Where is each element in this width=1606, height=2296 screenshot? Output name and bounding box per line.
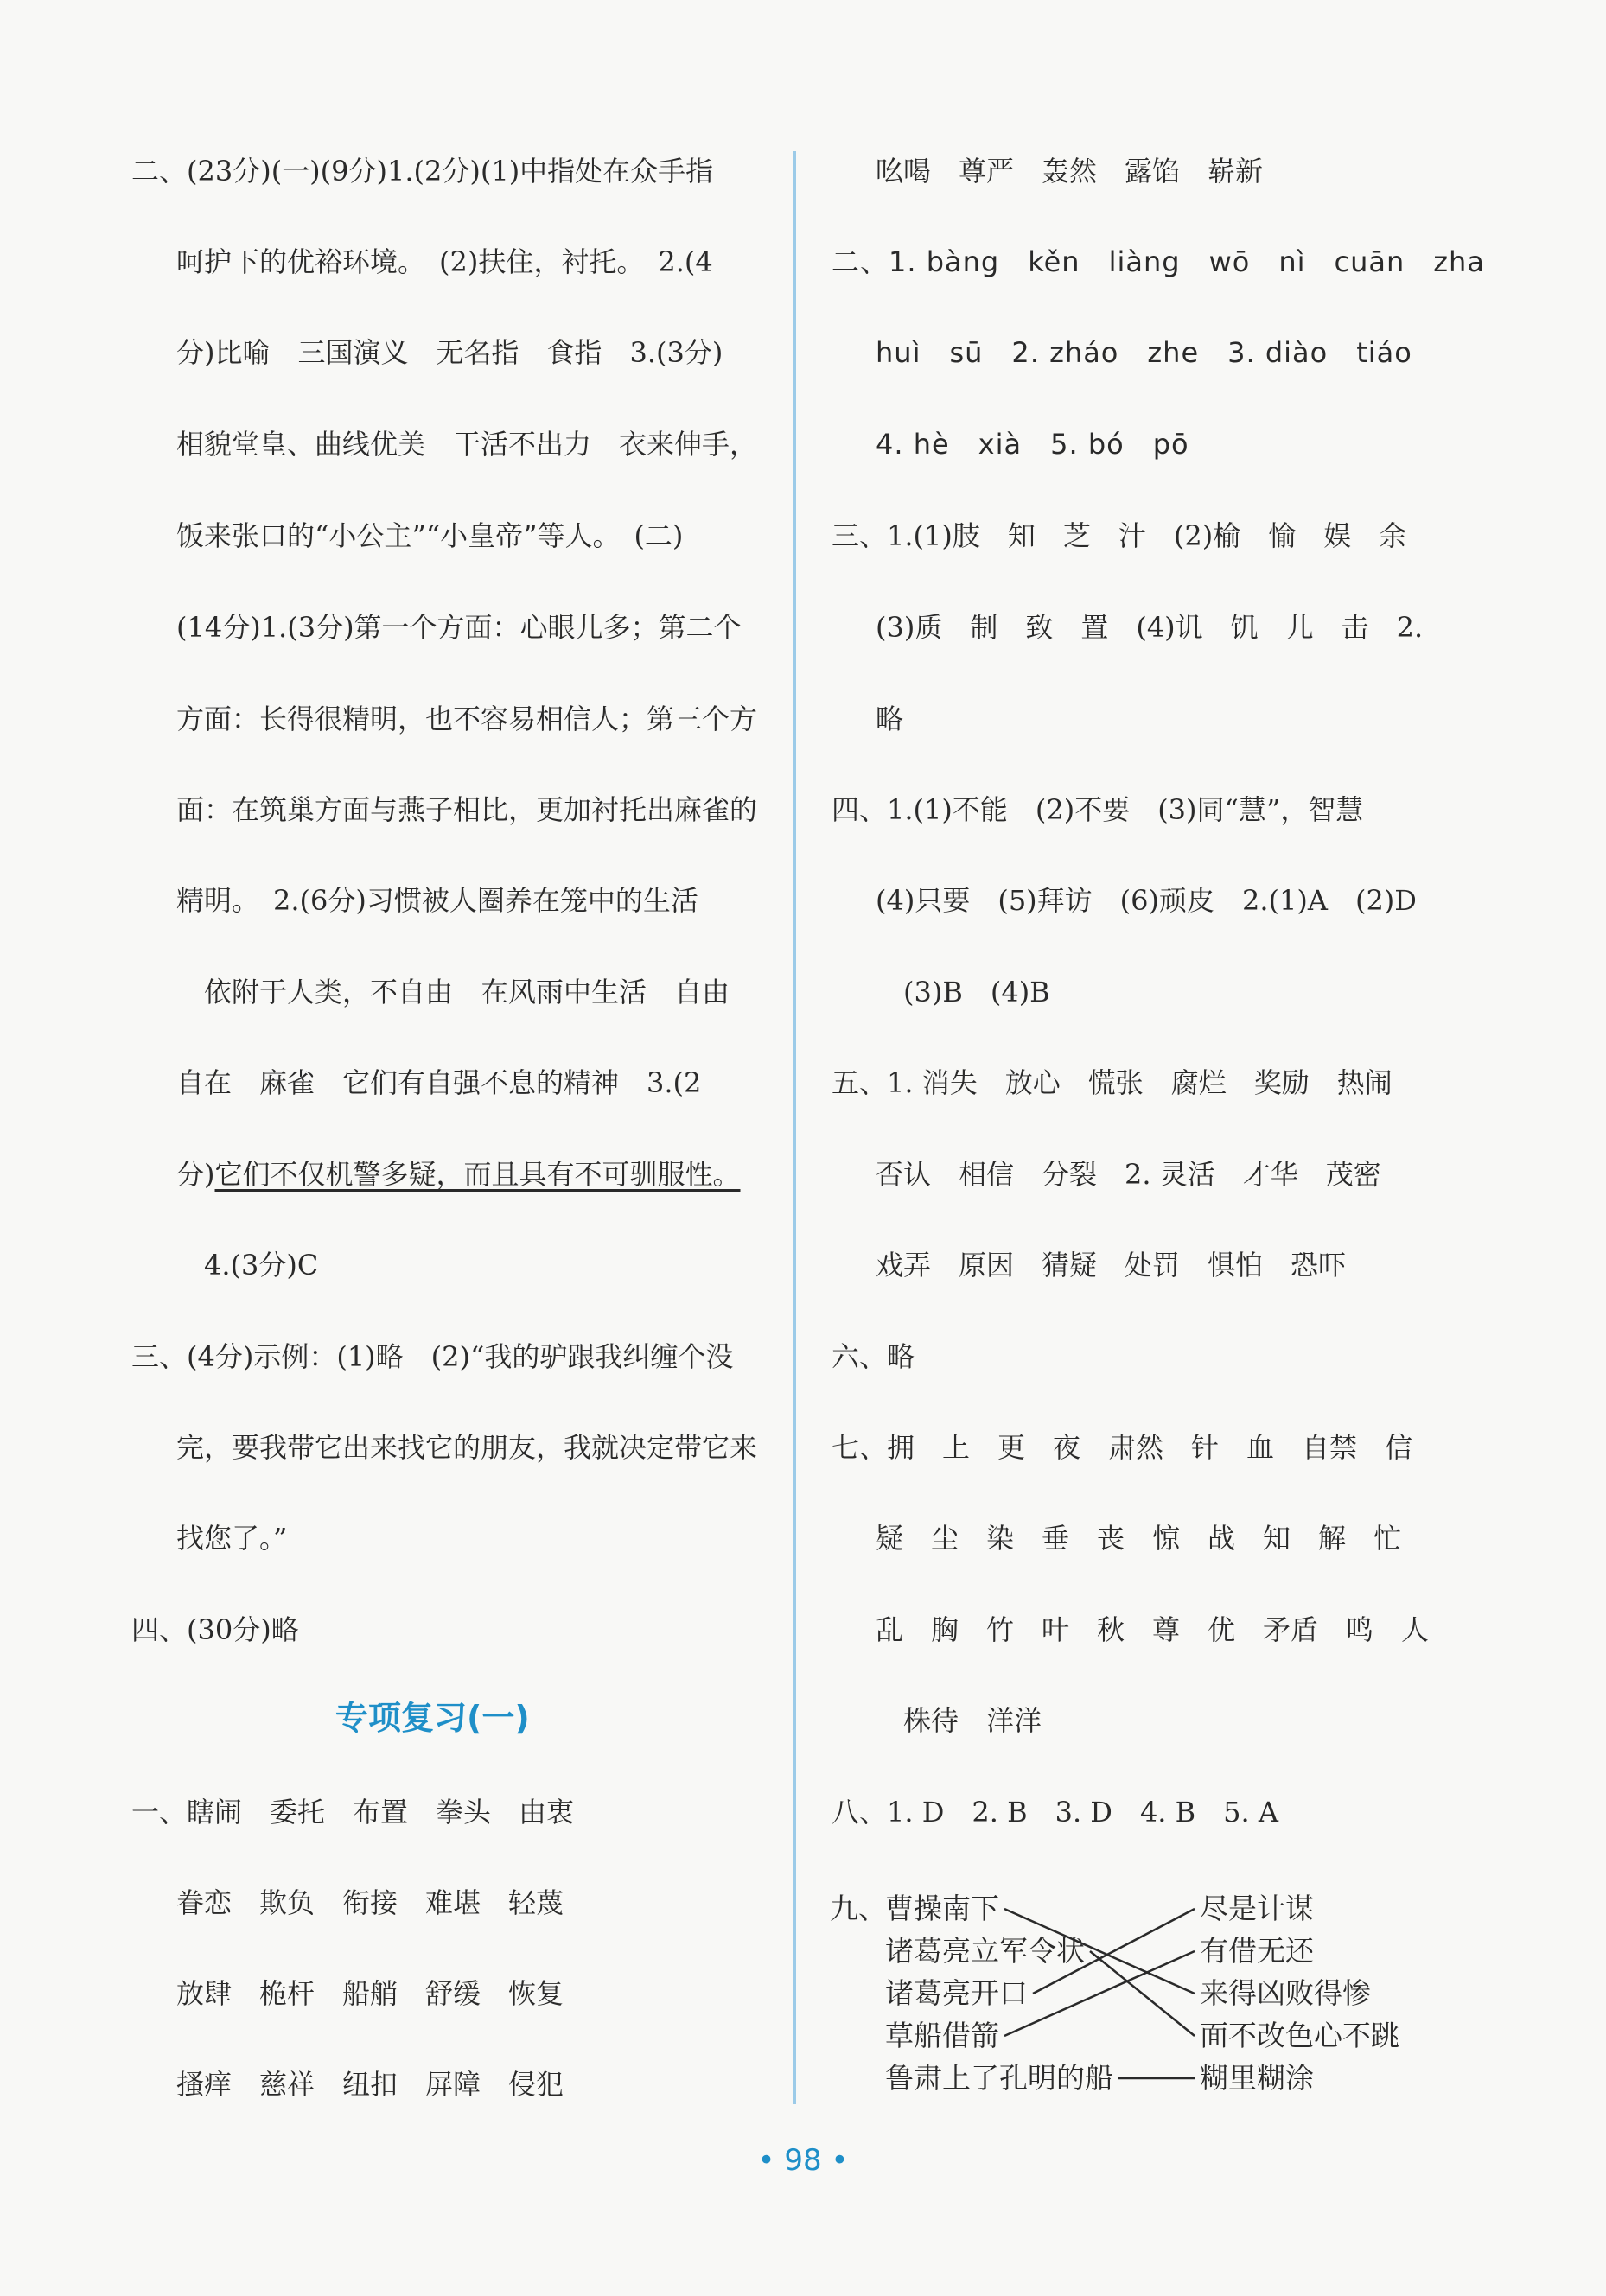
right-line-8: 四、1.(1)不能 (2)不要 (3)同“慧”，智慧 [832, 793, 1364, 826]
right-line-12: 否认 相信 分裂 2. 灵活 才华 茂密 [876, 1158, 1381, 1191]
left-line-16: 找您了。” [176, 1522, 288, 1555]
left-line-5: 饭来张口的“小公主”“小皇帝”等人。 (二) [176, 519, 684, 552]
right-line-1: 吆喝 尊严 轰然 露馅 崭新 [876, 155, 1264, 188]
left-line-13: 4.(3分)C [204, 1249, 319, 1282]
vocab-line-1: 一、瞎闹 委托 布置 拳头 由衷 [131, 1796, 575, 1829]
right-line-3: huì sū 2. zháo zhe 3. diào tiáo [876, 336, 1412, 369]
vocab-line-4: 搔痒 慈祥 纽扣 屏障 侵犯 [176, 2068, 564, 2101]
right-line-14: 六、略 [832, 1340, 915, 1373]
left-line-3: 分)比喻 三国演义 无名指 食指 3.(3分) [176, 336, 723, 369]
right-line-18: 株待 洋洋 [903, 1704, 1042, 1737]
match-right-4: 面不改色心不跳 [1200, 2019, 1399, 2052]
left-line-7: 方面：长得很精明，也不容易相信人；第三个方 [176, 703, 758, 735]
left-line-10: 依附于人类，不自由 在风雨中生活 自由 [204, 976, 730, 1008]
matching-label: 九、 [830, 1892, 887, 1925]
left-line-6: (14分)1.(3分)第一个方面：心眼儿多；第二个 [176, 611, 742, 644]
column-divider [793, 151, 796, 2104]
match-left-1: 曹操南下 [885, 1892, 999, 1925]
right-line-15: 七、拥 上 更 夜 肃然 针 血 自禁 信 [832, 1431, 1413, 1464]
right-line-10: (3)B (4)B [903, 976, 1050, 1008]
left-line-9: 精明。 2.(6分)习惯被人圈养在笼中的生活 [176, 884, 698, 917]
match-connector-2 [1090, 1951, 1195, 2036]
underlined-answer: 它们不仅机警多疑，而且具有不可驯服性。 [214, 1158, 741, 1191]
left-line-2: 呵护下的优裕环境。 (2)扶住，衬托。 2.(4 [176, 245, 713, 278]
match-right-5: 糊里糊涂 [1200, 2061, 1314, 2095]
match-left-3: 诸葛亮开口 [885, 1976, 1028, 2010]
match-left-2: 诸葛亮立军令状 [885, 1934, 1085, 1968]
match-right-3: 来得凶败得惨 [1200, 1976, 1371, 2010]
matching-exercise [830, 1888, 1487, 2113]
left-line-17: 四、(30分)略 [131, 1613, 299, 1646]
left-line-11: 自在 麻雀 它们有自强不息的精神 3.(2 [176, 1066, 702, 1099]
match-left-4: 草船借箭 [885, 2019, 999, 2052]
match-right-2: 有借无还 [1200, 1934, 1314, 1968]
right-line-16: 疑 尘 染 垂 丧 惊 战 知 解 忙 [876, 1522, 1402, 1555]
left-line-15: 完，要我带它出来找它的朋友，我就决定带它来 [176, 1431, 758, 1464]
left-line-1: 二、(23分)(一)(9分)1.(2分)(1)中指处在众手指 [131, 155, 714, 188]
right-line-6: (3)质 制 致 置 (4)讥 饥 儿 击 2. [876, 611, 1424, 644]
match-left-5: 鲁肃上了孔明的船 [885, 2061, 1113, 2095]
right-line-4: 4. hè xià 5. bó pō [876, 428, 1189, 461]
right-line-7: 略 [876, 703, 904, 735]
vocab-line-2: 眷恋 欺负 衔接 难堪 轻蔑 [176, 1886, 564, 1919]
right-line-13: 戏弄 原因 猜疑 处罚 惧怕 恐吓 [876, 1249, 1347, 1282]
right-line-5: 三、1.(1)肢 知 芝 汁 (2)榆 愉 娱 余 [832, 519, 1407, 552]
left-line-4: 相貌堂皇、曲线优美 干活不出力 衣来伸手， [176, 428, 758, 461]
left-line-12 [176, 1157, 741, 1192]
left-line-14: 三、(4分)示例：(1)略 (2)“我的驴跟我纠缠个没 [131, 1340, 734, 1373]
right-line-19: 八、1. D 2. B 3. D 4. B 5. A [832, 1796, 1278, 1829]
vocab-line-3: 放肆 桅杆 船艄 舒缓 恢复 [176, 1977, 564, 2010]
section-title: 专项复习(一) [335, 1699, 530, 1737]
right-line-17: 乱 胸 竹 叶 秋 尊 优 矛盾 鸣 人 [876, 1613, 1430, 1646]
right-line-11: 五、1. 消失 放心 慌张 腐烂 奖励 热闹 [832, 1066, 1393, 1099]
right-line-9: (4)只要 (5)拜访 (6)顽皮 2.(1)A (2)D [876, 884, 1417, 917]
right-line-2: 二、1. bàng kěn liàng wō nì cuān zha [832, 245, 1485, 278]
left-line-8: 面：在筑巢方面与燕子相比，更加衬托出麻雀的 [176, 793, 758, 826]
page-number: • 98 • [757, 2143, 849, 2178]
left-line-12-prefix: 分) [176, 1158, 215, 1191]
match-right-1: 尽是计谋 [1200, 1892, 1314, 1925]
